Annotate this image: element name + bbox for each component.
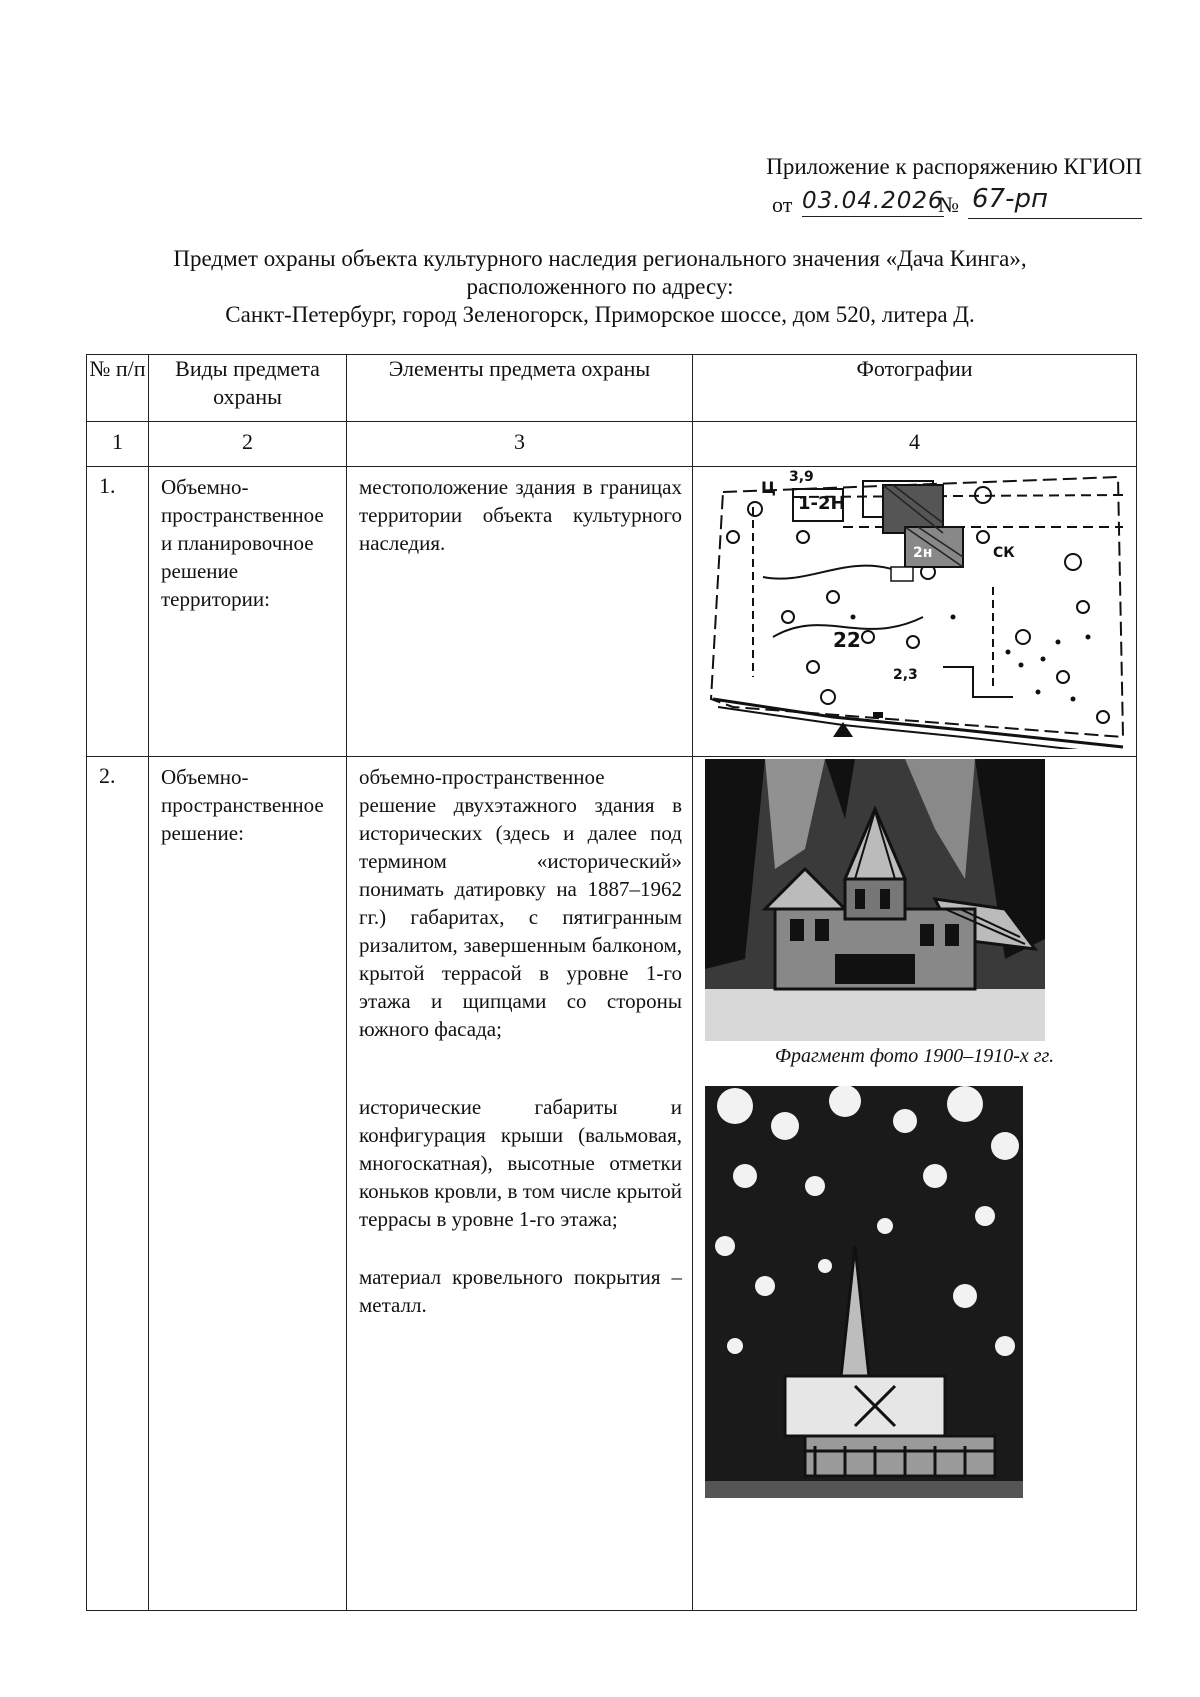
appendix-reference	[722, 152, 1142, 224]
row-type: Объемно-пространственное и планировочное решение территории:	[149, 467, 347, 757]
table-header-row	[87, 355, 1137, 422]
protection-table	[86, 354, 1137, 1611]
historic-photo	[705, 759, 1045, 1041]
column-number-2: 2	[149, 422, 347, 467]
map-label-c: 22	[833, 628, 861, 652]
map-label-e: СК	[993, 545, 1015, 561]
column-number-3: 3	[347, 422, 693, 467]
number-underline	[968, 218, 1142, 219]
table-row	[87, 467, 1137, 757]
row-number: 1.	[87, 467, 149, 757]
appendix-number: 67-рп	[972, 184, 1048, 214]
title-line-2: расположенного по адресу:	[466, 274, 734, 299]
row-elements	[347, 467, 693, 757]
appendix-title: Приложение к распоряжению КГИОП	[766, 154, 1142, 179]
column-number-row	[87, 422, 1137, 467]
element-text-1: объемно-пространственное решение двухэтажного здания в исторических (здесь и далее под термином «исторический» понимать датировку на 1887–1962 гг.) габаритах, с пятигранным ризалитом, завершенным балконом, крытой террасой в уровне 1-го этажа и щипцами со стороны южного фасада;	[359, 765, 682, 1041]
header-elements: Элементы предмета охраны	[347, 355, 693, 422]
element-text-3: материал кровельного покрытия – металл.	[359, 1265, 682, 1317]
site-plan-cell	[693, 467, 1137, 757]
appendix-date: 03.04.2026	[802, 186, 944, 217]
column-number-4: 4	[693, 422, 1137, 467]
element-text-2: исторические габариты и конфигурация крыши (вальмовая, многоскатная), высотные отметки коньков кровли, в том числе крытой террасы в уровне 1-го этажа;	[359, 1095, 682, 1231]
title-line-3: Санкт-Петербург, город Зеленогорск, Приморское шоссе, дом 520, литера Д.	[225, 302, 975, 327]
column-number-1: 1	[87, 422, 149, 467]
map-label-g: 2н	[913, 545, 933, 561]
row-elements	[347, 757, 693, 1611]
map-label-b: 3,9	[789, 469, 814, 485]
header-type: Виды предмета охраны	[149, 355, 347, 422]
map-label-a: 1-2Н	[798, 493, 846, 514]
appendix-ot: от	[772, 192, 793, 217]
header-photos: Фотографии	[693, 355, 1137, 422]
row-type: Объемно-пространственное решение:	[149, 757, 347, 1611]
table-row	[87, 757, 1137, 1611]
map-label-d: 2,3	[893, 667, 918, 683]
photo-caption: Фрагмент фото 1900–1910-х гг.	[774, 1045, 1055, 1067]
header-number: № п/п	[87, 355, 149, 422]
photos-cell	[693, 757, 1137, 1611]
appendix-date-number	[722, 184, 1142, 224]
site-plan-map	[693, 467, 1133, 749]
appendix-number-sign: №	[938, 192, 959, 217]
modern-photo	[705, 1086, 1023, 1498]
title-line-1: Предмет охраны объекта культурного наследия регионального значения «Дача Кинга»,	[173, 246, 1027, 271]
document-title	[120, 245, 1080, 329]
element-text: местоположение здания в границах территории объекта культурного наследия.	[359, 475, 682, 555]
row-number: 2.	[87, 757, 149, 1611]
map-label-f: Ц	[761, 478, 776, 497]
